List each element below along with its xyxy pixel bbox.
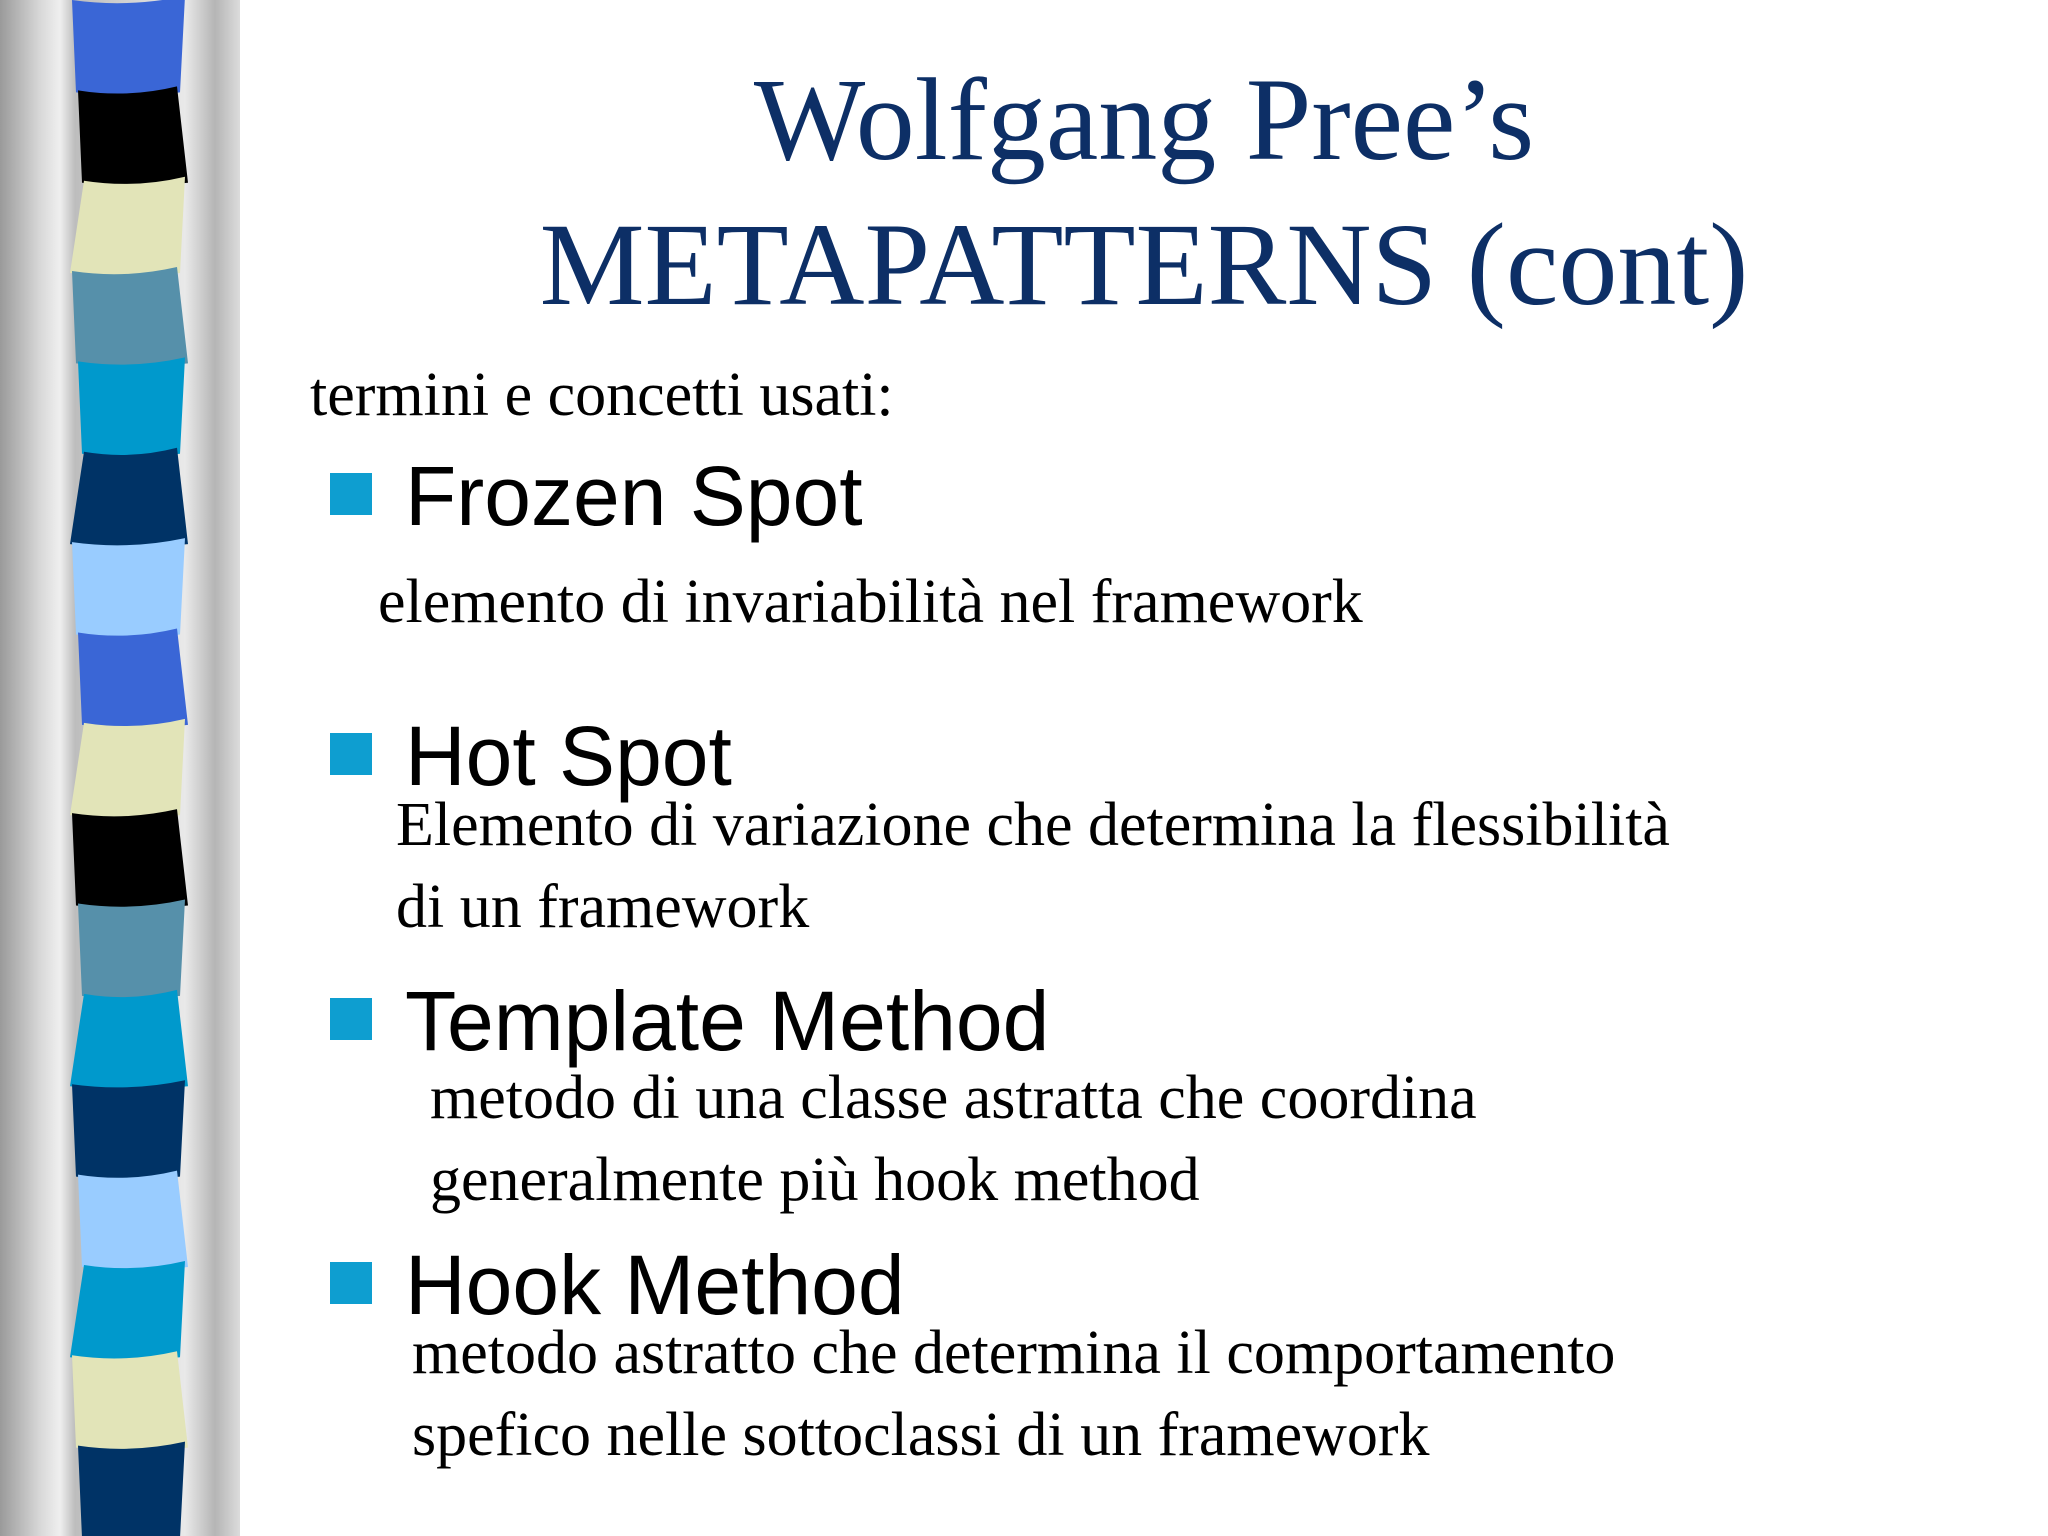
decorative-stripe (72, 1080, 185, 1179)
decorative-stripe (72, 0, 185, 95)
decorative-stripe (78, 1442, 185, 1536)
desc-hook-method-line-1: metodo astratto che determina il comportamento (412, 1319, 1616, 1387)
title-line-2: METAPATTERNS (cont) (539, 199, 1749, 330)
decorative-stripe (70, 448, 188, 547)
decorative-stripe (72, 809, 188, 908)
decorative-stripe (78, 900, 185, 999)
decorative-stripes (0, 0, 240, 1536)
decorative-stripe (78, 357, 185, 456)
decorative-stripe (70, 990, 188, 1089)
desc-frozen-spot-line-1: elemento di invariabilità nel framework (378, 568, 1363, 636)
decorative-stripe (78, 628, 188, 727)
bullet-square-icon (330, 473, 372, 515)
title-line-1: Wolfgang Pree’s (753, 54, 1535, 185)
decorative-stripe (72, 267, 188, 366)
bullet-square-icon (330, 998, 372, 1040)
desc-hot-spot-line-1: Elemento di variazione che determina la flessibilità (396, 791, 1670, 859)
term-frozen-spot: Frozen Spot (405, 449, 863, 543)
decorative-stripe (70, 1261, 185, 1360)
desc-hook-method-line-2: spefico nelle sottoclassi di un framework (412, 1401, 1430, 1469)
intro-text: termini e concetti usati: (310, 361, 894, 429)
decorative-stripe (72, 538, 185, 637)
decorative-stripe (72, 1351, 188, 1450)
desc-template-method-line-1: metodo di una classe astratta che coordina (430, 1064, 1477, 1132)
decorative-stripe (70, 719, 185, 818)
term-hook-method: Hook Method (405, 1238, 905, 1332)
decorative-stripe (78, 1171, 188, 1270)
term-template-method: Template Method (405, 974, 1050, 1068)
desc-template-method-line-2: generalmente più hook method (430, 1146, 1200, 1214)
decorative-side-bar (0, 0, 240, 1536)
bullet-square-icon (330, 733, 372, 775)
bullet-square-icon (330, 1262, 372, 1304)
term-hot-spot: Hot Spot (405, 709, 732, 803)
decorative-stripe (78, 86, 188, 185)
desc-hot-spot-line-2: di un framework (396, 873, 810, 941)
decorative-stripe (70, 177, 185, 276)
